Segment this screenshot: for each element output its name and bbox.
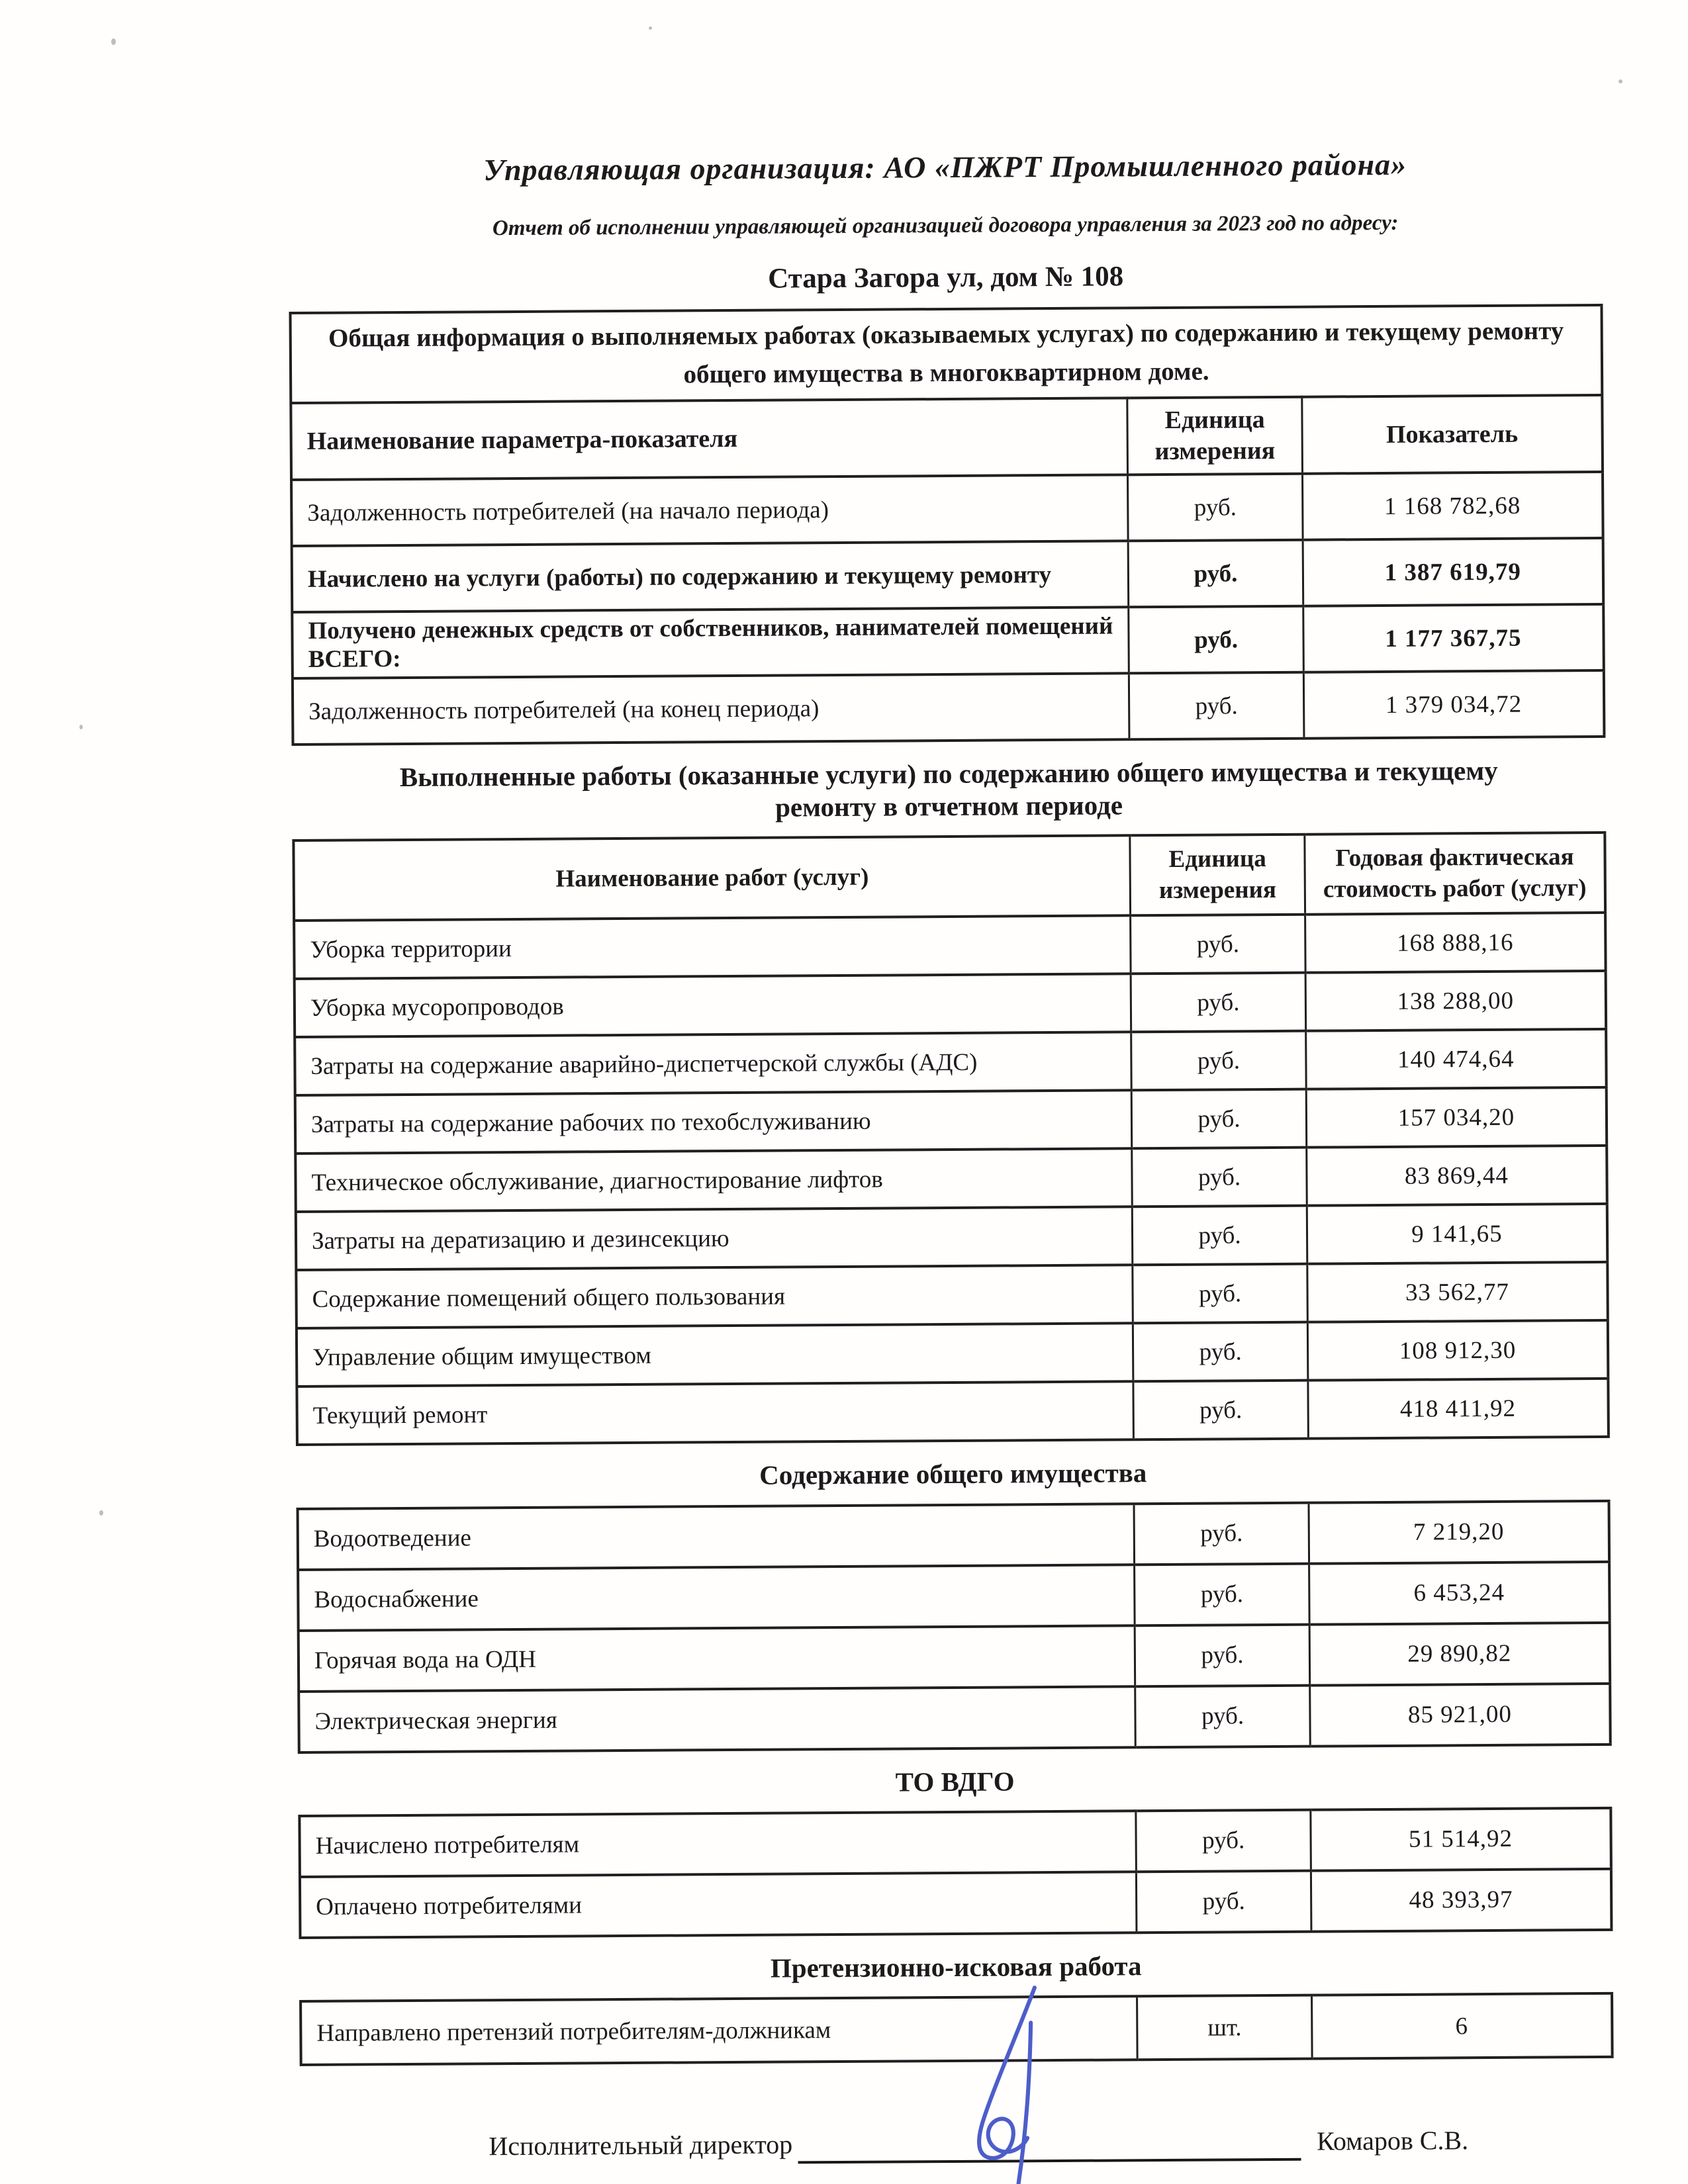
row-unit: руб.	[1134, 1502, 1309, 1565]
row-name: Начислено на услуги (работы) по содержанию и текущему ремонту	[292, 541, 1129, 613]
row-name: Текущий ремонт	[297, 1381, 1133, 1445]
row-value: 85 921,00	[1310, 1683, 1611, 1746]
scan-speck	[649, 26, 652, 30]
table-row	[297, 1320, 1609, 1387]
row-value: 168 888,16	[1305, 913, 1605, 973]
table-row	[296, 1262, 1608, 1328]
row-name: Водоотведение	[298, 1504, 1135, 1570]
row-name: Оплачено потребителями	[300, 1872, 1137, 1938]
table-row	[297, 1379, 1609, 1445]
row-unit: руб.	[1129, 606, 1303, 674]
row-unit: руб.	[1132, 1089, 1307, 1149]
row-unit: руб.	[1135, 1563, 1309, 1625]
row-name: Управление общим имуществом	[297, 1323, 1133, 1387]
row-unit: руб.	[1133, 1264, 1307, 1324]
table-row	[292, 538, 1604, 612]
row-unit: руб.	[1132, 1148, 1307, 1207]
row-name: Техническое обслуживание, диагностирование лифтов	[295, 1148, 1132, 1212]
vdgo-table	[298, 1807, 1613, 1939]
document-content	[288, 145, 1615, 2167]
row-name: Получено денежных средств от собственников, нанимателей помещений ВСЕГО:	[292, 608, 1129, 679]
page-title: Управляющая организация: АО «ПЖРТ Промышленного района»	[483, 147, 1407, 187]
column-header-value: Показатель	[1302, 395, 1603, 474]
row-name: Уборка мусоропроводов	[295, 974, 1131, 1037]
table-row	[301, 1993, 1613, 2065]
row-value: 83 869,44	[1307, 1146, 1607, 1206]
column-header-value: Годовая фактическая стоимость работ (услуг)	[1305, 833, 1605, 915]
row-name: Задолженность потребителей (на конец периода)	[293, 674, 1129, 745]
section-title-maintenance: Содержание общего имущества	[759, 1457, 1147, 1490]
row-value: 1 168 782,68	[1302, 472, 1603, 540]
scan-speck	[79, 725, 83, 729]
column-header-unit: Единица измерения	[1127, 397, 1302, 475]
scan-speck	[99, 1510, 103, 1516]
signature-underline	[798, 2124, 1301, 2164]
works-table	[292, 831, 1610, 1446]
table-row	[292, 604, 1604, 678]
row-name: Затраты на содержание аварийно-диспетчерской службы (АДС)	[295, 1032, 1131, 1095]
scan-speck	[1618, 79, 1622, 83]
section-title-claims: Претензионно-исковая работа	[770, 1950, 1142, 1983]
row-value: 157 034,20	[1306, 1087, 1607, 1148]
row-name: Задолженность потребителей (на начало периода)	[291, 475, 1128, 547]
table-row	[293, 670, 1605, 745]
row-unit: руб.	[1133, 1381, 1308, 1440]
row-value: 6	[1311, 1993, 1612, 2059]
row-name: Горячая вода на ОДН	[299, 1625, 1135, 1692]
row-unit: шт.	[1137, 1995, 1312, 2060]
row-value: 1 379 034,72	[1303, 670, 1604, 739]
row-value: 29 890,82	[1309, 1622, 1610, 1685]
row-unit: руб.	[1136, 1810, 1311, 1872]
row-unit: руб.	[1133, 1206, 1307, 1265]
table-row	[294, 913, 1606, 979]
signature-role: Исполнительный директор	[489, 2129, 793, 2161]
table-row	[298, 1500, 1610, 1569]
row-name: Уборка территории	[294, 915, 1131, 979]
row-unit: руб.	[1129, 672, 1304, 740]
row-unit: руб.	[1135, 1624, 1310, 1686]
table-row	[300, 1869, 1612, 1938]
table-row	[295, 1087, 1607, 1154]
row-value: 7 219,20	[1309, 1500, 1609, 1563]
table-row	[299, 1622, 1611, 1691]
table-row	[296, 1204, 1608, 1270]
maintenance-table	[297, 1499, 1612, 1753]
row-value: 418 411,92	[1308, 1379, 1609, 1439]
row-unit: руб.	[1131, 1031, 1306, 1091]
table-row	[299, 1683, 1611, 1752]
table-header-row	[293, 833, 1605, 921]
claims-table	[299, 1992, 1614, 2066]
row-name: Затраты на дератизацию и дезинсекцию	[296, 1206, 1133, 1270]
table-row	[298, 1561, 1610, 1630]
table-row	[295, 1146, 1607, 1212]
row-value: 33 562,77	[1307, 1262, 1608, 1322]
table-caption-row	[290, 305, 1602, 403]
row-name: Затраты на содержание рабочих по техобслуживанию	[295, 1090, 1132, 1154]
section-title-works: Выполненные работы (оказанные услуги) по содержанию общего имущества и текущему ремонту в отчетном периоде	[399, 755, 1498, 823]
report-subtitle: Отчет об исполнении управляющей организацией договора управления за 2023 год по адресу:	[492, 211, 1399, 241]
column-header-unit: Единица измерения	[1130, 835, 1305, 916]
row-name: Направлено претензий потребителям-должникам	[301, 1997, 1137, 2066]
column-header-name: Наименование работ (услуг)	[293, 835, 1131, 921]
row-value: 140 474,64	[1305, 1029, 1606, 1089]
row-value: 1 177 367,75	[1303, 604, 1604, 672]
row-value: 1 387 619,79	[1303, 538, 1603, 606]
section-title-vdgo: ТО ВДГО	[895, 1765, 1015, 1797]
signature-block	[300, 2122, 1614, 2167]
row-name: Электрическая энергия	[299, 1686, 1135, 1752]
row-value: 138 288,00	[1305, 971, 1606, 1031]
column-header-name: Наименование параметра-показателя	[291, 398, 1128, 480]
row-value: 48 393,97	[1311, 1869, 1611, 1932]
row-unit: руб.	[1135, 1685, 1310, 1747]
row-unit: руб.	[1128, 474, 1303, 541]
row-value: 108 912,30	[1307, 1320, 1608, 1381]
row-value: 6 453,24	[1309, 1561, 1609, 1624]
address-line: Стара Загора ул, дом № 108	[767, 261, 1124, 295]
row-unit: руб.	[1133, 1322, 1308, 1382]
row-unit: руб.	[1137, 1871, 1311, 1933]
row-value: 9 141,65	[1307, 1204, 1607, 1264]
table-caption: Общая информация о выполняемых работах (оказываемых услугах) по содержанию и текущему ремонту общего имущества в многоквартирном доме.	[290, 305, 1602, 403]
row-unit: руб.	[1131, 915, 1305, 974]
table-header-row	[291, 395, 1603, 480]
table-row	[299, 1808, 1611, 1877]
row-value: 51 514,92	[1311, 1808, 1611, 1871]
table-row	[295, 971, 1607, 1037]
table-row	[295, 1029, 1607, 1095]
row-name: Содержание помещений общего пользования	[296, 1265, 1133, 1328]
scan-speck	[111, 38, 116, 45]
row-unit: руб.	[1129, 540, 1303, 608]
general-info-table	[289, 304, 1605, 746]
row-name: Водоснабжение	[298, 1565, 1135, 1631]
row-name: Начислено потребителям	[299, 1811, 1136, 1877]
row-unit: руб.	[1131, 973, 1305, 1032]
table-row	[291, 472, 1603, 546]
signature-name: Комаров С.В.	[1317, 2125, 1469, 2156]
